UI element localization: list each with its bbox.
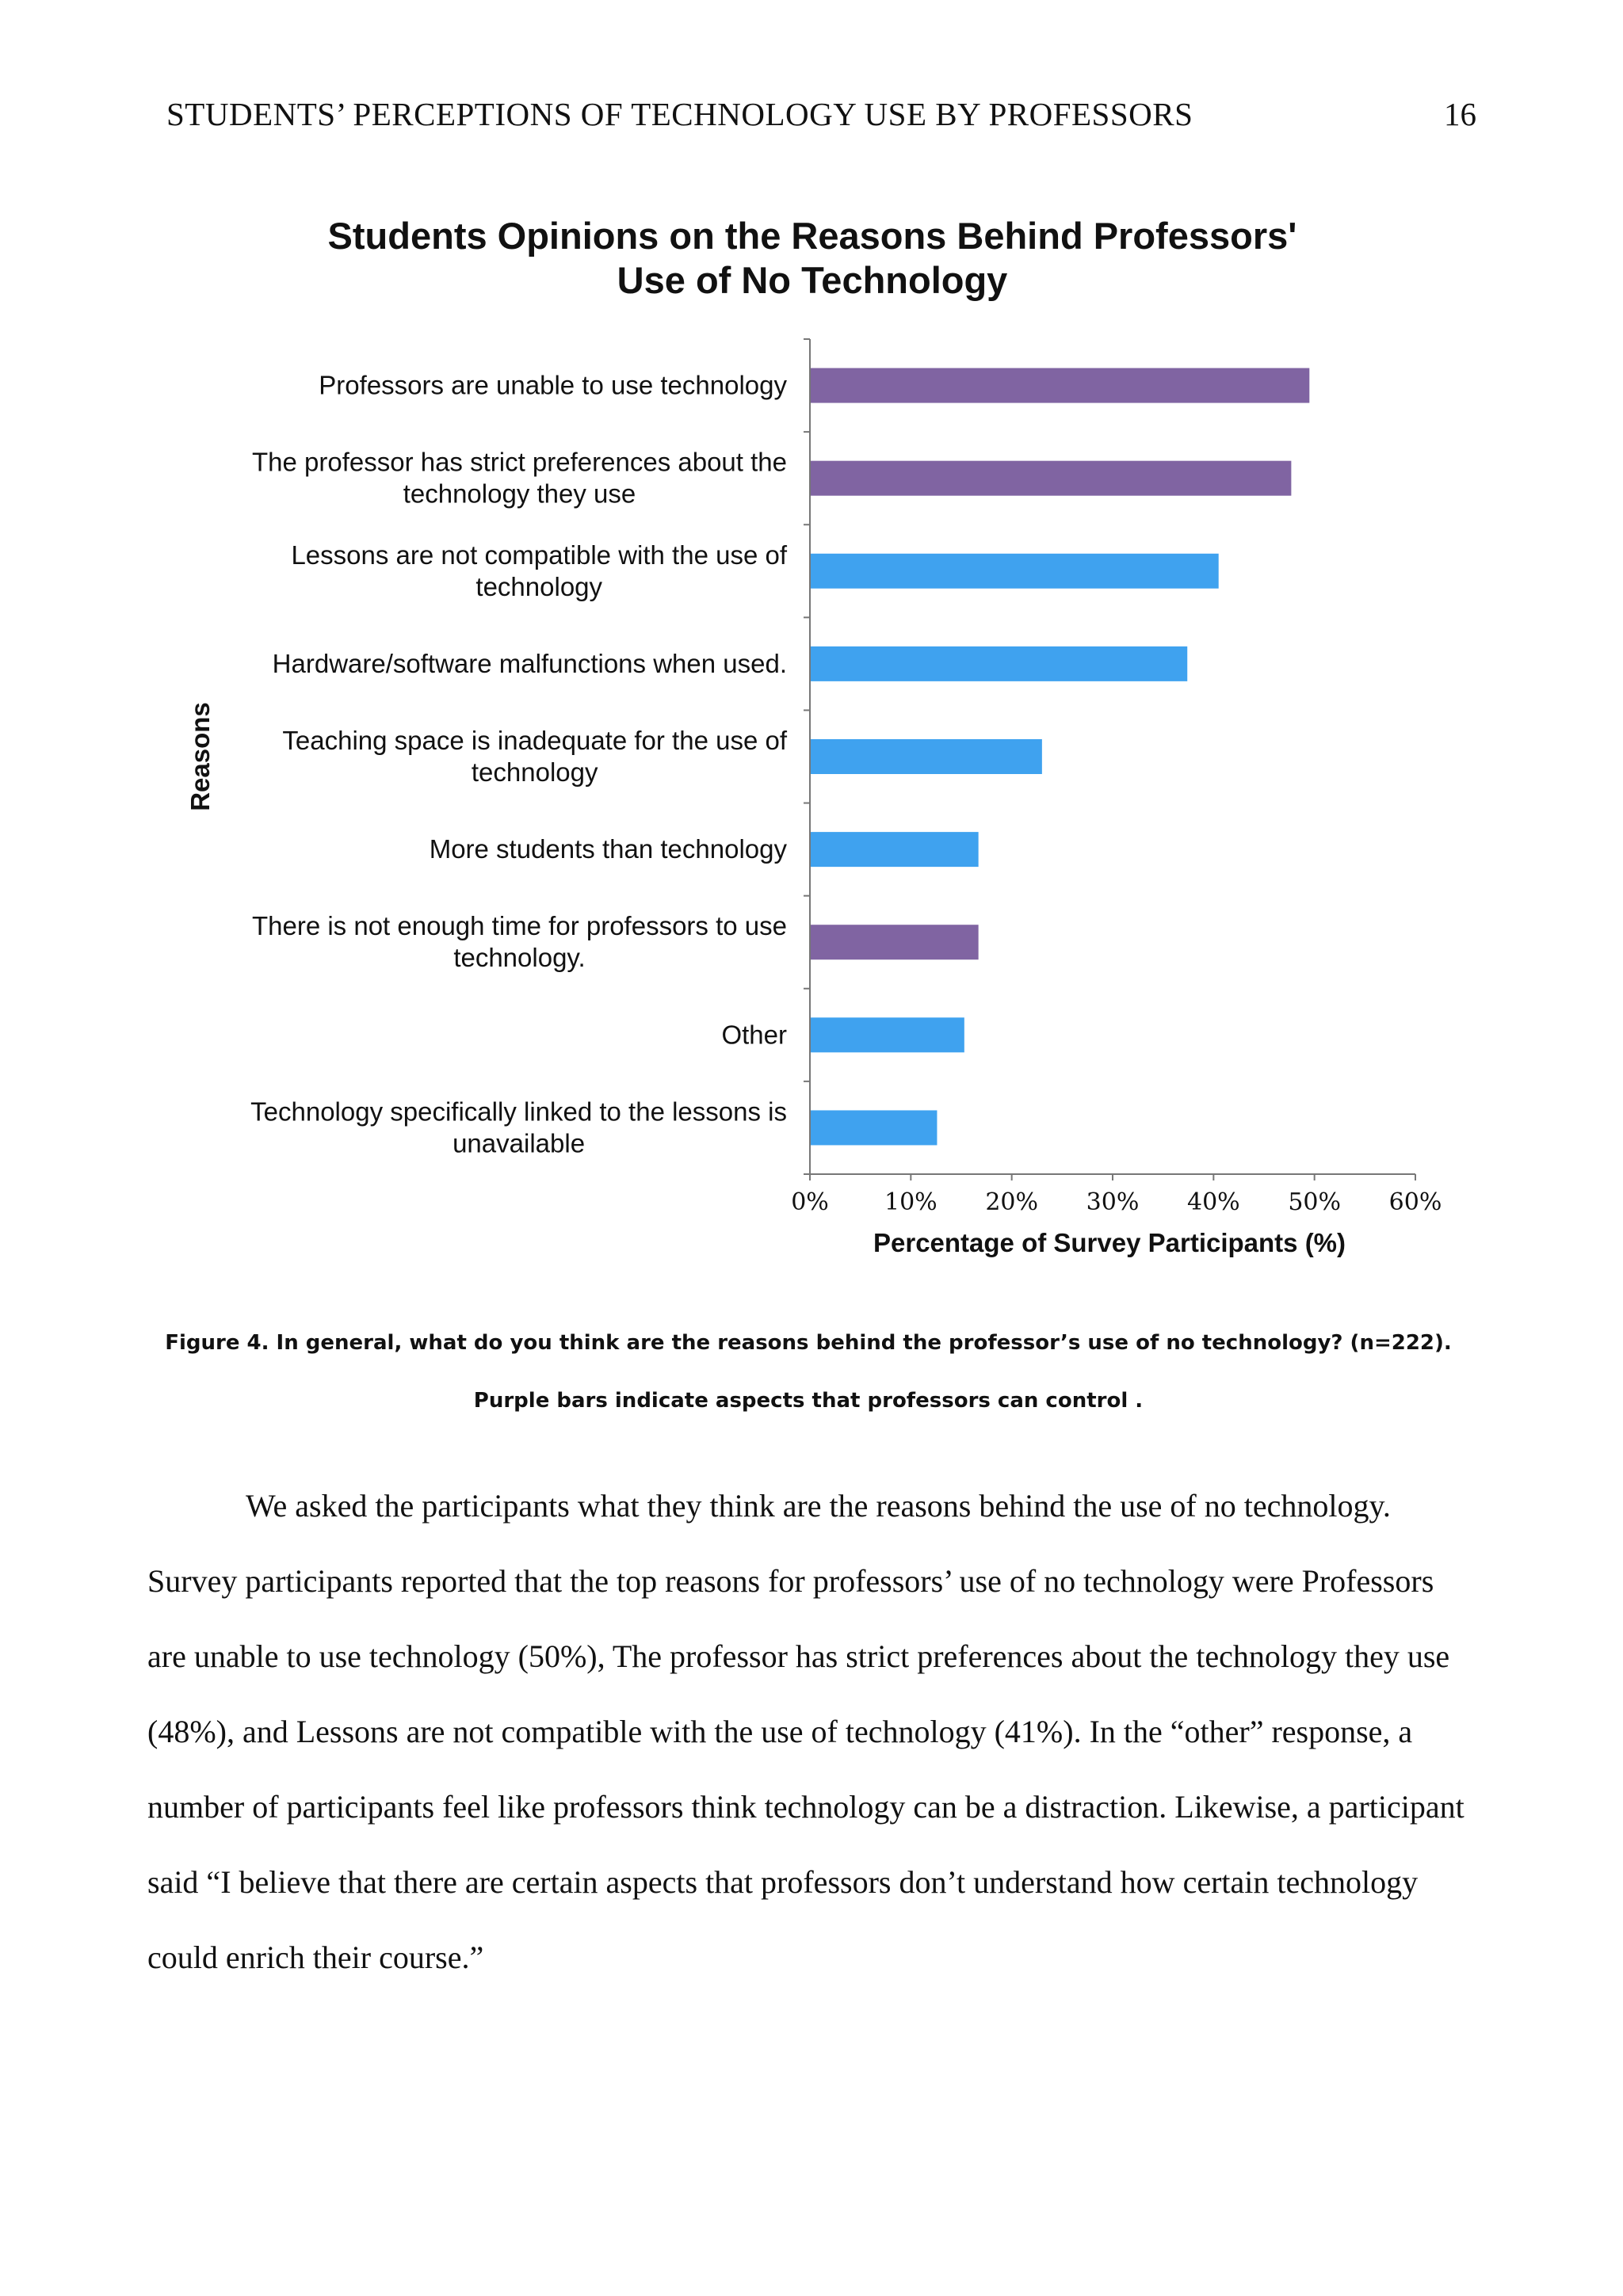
bar [811, 368, 1309, 403]
category-label [252, 448, 787, 509]
bar [811, 646, 1187, 681]
figure-caption-line-2: Purple bars indicate aspects that professors can control . [473, 1389, 1144, 1413]
bar [811, 554, 1219, 589]
chart-title-line-2: Use of No Technology [617, 259, 1008, 301]
category-label-line: technology they use [403, 479, 636, 509]
y-axis-title: Reasons [185, 702, 215, 811]
category-label: Hardware/software malfunctions when used. [272, 648, 787, 678]
category-label: Other [721, 1020, 787, 1050]
figure-caption-line-1: Figure 4. In general, what do you think are the reasons behind the professor’s use of no technology? (n=222). [165, 1331, 1452, 1355]
category-label [250, 1097, 787, 1158]
x-tick-label: 60% [1388, 1188, 1442, 1216]
category-label-line: technology. [453, 943, 586, 973]
category-label: More students than technology [429, 834, 787, 864]
category-label [282, 726, 787, 787]
bar [811, 461, 1291, 496]
x-tick-label: 50% [1288, 1188, 1342, 1216]
chart-title-line-1: Students Opinions on the Reasons Behind Professors' [327, 215, 1297, 257]
x-axis-title: Percentage of Survey Participants (%) [873, 1228, 1346, 1257]
category-label: Professors are unable to use technology [319, 370, 787, 400]
x-tick-label: 20% [985, 1188, 1039, 1216]
x-tick-label: 0% [791, 1188, 829, 1216]
running-head: STUDENTS’ PERCEPTIONS OF TECHNOLOGY USE BY PROFESSORS [166, 96, 1193, 132]
x-tick-label: 10% [884, 1188, 938, 1216]
body-paragraph: We asked the participants what they think are the reasons behind the use of no technology. Survey participants reported that the top reasons for professors’ use of no technology were Professors are unable to use technology (50%), The professor has strict preferences about the technology they use (48%), and Lessons are not compatible with the use of technology (41%). In the “other” response, a number of participants feel like professors think technology can be a distraction. Likewise, a participant said “I believe that there are certain aspects that professors don’t understand how certain technology could enrich their course.” [147, 1488, 1465, 1975]
category-label [252, 911, 787, 972]
category-label-line: unavailable [453, 1128, 586, 1158]
bar [811, 739, 1042, 774]
page-number: 16 [1444, 96, 1476, 132]
bar [811, 832, 979, 867]
category-label-line: The professor has strict preferences about the [251, 447, 787, 477]
category-label [291, 540, 787, 601]
bar [811, 1017, 964, 1052]
category-label-line: There is not enough time for professors to use [251, 911, 787, 941]
bar [811, 1110, 937, 1145]
category-label-line: Technology specifically linked to the lessons is [250, 1097, 787, 1127]
category-label-line: technology [475, 571, 603, 601]
category-label-line: Teaching space is inadequate for the use of [282, 726, 787, 755]
bar [811, 925, 979, 959]
category-label-line: technology [471, 757, 598, 787]
x-tick-label: 40% [1186, 1188, 1240, 1216]
body-text [147, 1468, 1479, 1995]
x-tick-label: 30% [1086, 1188, 1140, 1216]
category-label-line: Lessons are not compatible with the use of [291, 540, 787, 570]
